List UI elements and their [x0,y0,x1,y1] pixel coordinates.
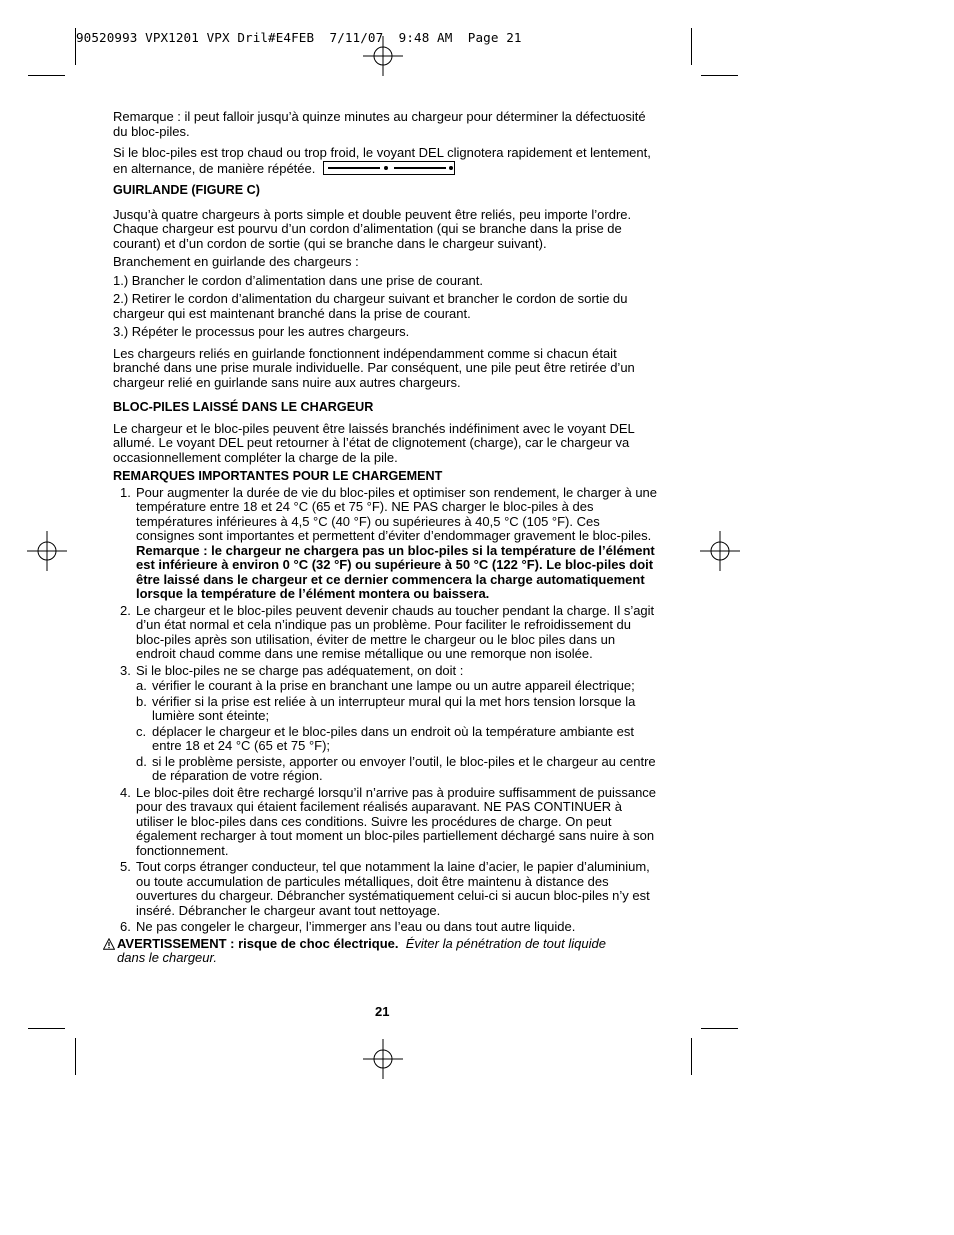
paragraph-bloc-piles: Le chargeur et le bloc-piles peuvent être laissés branchés indéfiniment avec le voyant DEL allumé. Le voyant DEL peut retourner à l’état de clignotement (charge), car le chargeur va occasionnellement compléter la charge de la pile. [113,420,635,465]
hot-cold-text: Si le bloc-piles est trop chaud ou trop froid, le voyant DEL clignotera rapidement et lentement, en alternance, de manière répétée. [113,145,651,176]
sub-list-item [136,679,658,694]
list-number: 5. [120,859,131,874]
list-item [113,604,658,662]
list-item [113,786,658,859]
sub-list-letter: a. [136,678,147,693]
list-number: 1. [120,484,131,500]
sub-list-letter: c. [136,723,147,739]
crop-mark [691,28,692,65]
list-item [113,860,658,918]
paragraph-note-defect: Remarque : il peut falloir jusqu’à quinze minutes au chargeur pour déterminer la défectuosité du bloc-piles. [113,109,646,139]
list-item-note: Remarque : le chargeur ne chargera pas un bloc-piles si la température de l’élément est inférieure à environ 0 °C (32 °F) ou supérieure à 50 °C (122 °F). Le bloc-piles doit être laissé dans le chargeur et ce dernier commencera la charge automatiquement lorsque la température de l’élément montera ou baissera. [136,542,655,601]
sub-list-letter: d. [136,753,147,769]
registration-mark-icon [363,1039,403,1079]
list-item-text: Ne pas congeler le chargeur, l’immerger ans l’eau ou dans tout autre liquide. [136,919,576,934]
heading-guirlande: GUIRLANDE (FIGURE C) [113,183,260,197]
list-number: 2. [120,602,131,618]
list-item [113,664,658,784]
step-item: 3.) Répéter le processus pour les autres chargeurs. [113,324,410,339]
sub-list-letter: b. [136,693,147,709]
paragraph-hot-cold [113,146,658,176]
warning-text: Éviter la pénétration de tout liquide [405,935,606,951]
list-item-text: Le chargeur et le bloc-piles peuvent devenir chauds au toucher pendant la charge. Il s’agit d’un état normal et cela n’indique pas un problème. Pour faciliter le refroidissement du bloc-piles après son utilisation, éviter de mettre le chargeur ou le bloc piles dans un endroit chaud comme dans une remise métallique ou une remorque non isolée. [136,602,655,661]
warning-block [103,937,658,966]
printer-slug: 90520993 VPX1201 VPX Dril#E4FEB 7/11/07 9:48 AM Page 21 [76,30,522,45]
heading-bloc-piles: BLOC-PILES LAISSÉ DANS LE CHARGEUR [113,400,374,414]
step-item: 1.) Brancher le cordon d’alimentation dans une prise de courant. [113,272,483,288]
registration-mark-icon [363,36,403,76]
page-body [113,110,658,966]
sub-list-text: vérifier le courant à la prise en branchant une lampe ou un autre appareil électrique; [152,678,635,693]
list-item [113,486,658,602]
warning-triangle-icon [103,938,115,950]
sub-list-item [136,755,658,784]
registration-mark-icon [700,531,740,571]
crop-mark [28,1028,65,1029]
crop-mark [75,1038,76,1075]
crop-mark [701,1028,738,1029]
crop-mark [691,1038,692,1075]
list-item-text: Si le bloc-piles ne se charge pas adéquatement, on doit : [136,662,464,678]
paragraph-branchement: Branchement en guirlande des chargeurs : [113,254,359,269]
list-item-text: Tout corps étranger conducteur, tel que notamment la laine d’acier, le papier d’aluminium, ou toute accumulation de particules métalliques, doit être maintenu à distance des ouvertures du chargeur. Débrancher systématiquement celui-ci si aucun bloc-piles n’y est inséré. Débrancher le chargeur avant tout nettoyage. [136,859,650,918]
list-item [113,920,658,935]
list-number: 6. [120,919,131,934]
paragraph-relies: Les chargeurs reliés en guirlande fonctionnent indépendamment comme si chacun était branché dans une prise murale individuelle. Par conséquent, une pile peut être retirée d’un chargeur relié en guirlande sans nuire aux autres chargeurs. [113,345,635,390]
list-number: 4. [120,784,131,800]
list-item-text: Pour augmenter la durée de vie du bloc-piles et optimiser son rendement, le charger à une température entre 18 et 24 °C (65 et 75 °F). NE PAS charger le bloc-piles à des températures inférieures à 4,5 °C (40 °F) ou supérieures à 40,5 °C (105 °F). Ces consignes sont importantes et permettent d’éviter d’endommager gravement le bloc-piles. [136,484,658,543]
step-item: 2.) Retirer le cordon d’alimentation du chargeur suivant et brancher le cordon de sortie du chargeur qui est maintenant branché dans la prise de courant. [113,291,628,321]
sub-list-item [136,725,658,754]
led-blink-pattern-icon [323,161,455,175]
sub-list-text: si le problème persiste, apporter ou envoyer l’outil, le bloc-piles et le chargeur au centre de réparation de votre région. [152,753,656,783]
sub-list-text: vérifier si la prise est reliée à un interrupteur mural qui la met hors tension lorsque la lumière sont éteinte; [152,693,636,723]
list-item-text: Le bloc-piles doit être rechargé lorsqu’il n’arrive pas à produire suffisamment de puissance pour des travaux qui étaient facilement réalisés auparavant. NE PAS CONTINUER à utiliser le bloc-piles dans ces conditions. Suivre les procédures de charge. On peut également recharger à tout moment un bloc-piles partiellement déchargé sans nuire à son fonctionnement. [136,784,657,858]
registration-mark-icon [27,531,67,571]
sub-list-item [136,695,658,724]
warning-label: AVERTISSEMENT : risque de choc électrique. [117,935,399,951]
warning-text-continued: dans le chargeur. [117,950,217,965]
heading-remarques: REMARQUES IMPORTANTES POUR LE CHARGEMENT [113,469,443,483]
sub-list-text: déplacer le chargeur et le bloc-piles dans un endroit où la température ambiante est entre 18 et 24 °C (65 et 75 °F); [152,723,635,753]
page-number: 21 [375,1004,390,1019]
crop-mark [701,75,738,76]
crop-mark [75,28,76,65]
paragraph-guirlande: Jusqu’à quatre chargeurs à ports simple et double peuvent être reliés, peu importe l’ordre. Chaque chargeur est pourvu d’un cordon d’alimentation (qui se branche dans la prise de courant) et d’un cordon de sortie (qui se branche dans le chargeur suivant). [113,206,632,251]
crop-mark [28,75,65,76]
list-number: 3. [120,662,131,678]
